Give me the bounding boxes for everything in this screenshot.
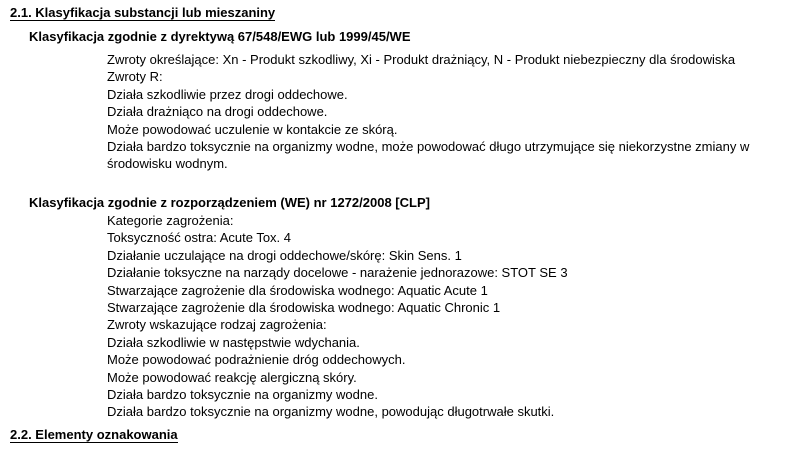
regulation-line: Działa bardzo toksycznie na organizmy wodne, powodując długotrwałe skutki. <box>107 404 555 420</box>
regulation-line: Działanie toksyczne na narządy docelowe - narażenie jednorazowe: STOT SE 3 <box>107 265 568 281</box>
directive-line: Zwroty R: <box>107 69 163 85</box>
directive-line: Działa szkodliwie przez drogi oddechowe. <box>107 86 348 102</box>
directive-line: Działa drażniąco na drogi oddechowe. <box>107 104 328 120</box>
regulation-line: Stwarzające zagrożenie dla środowiska wodnego: Aquatic Acute 1 <box>107 282 488 298</box>
regulation-line: Zwroty wskazujące rodzaj zagrożenia: <box>107 317 327 333</box>
section-heading-labelling: 2.2. Elementy oznakowania <box>10 427 178 442</box>
directive-line: Zwroty określające: Xn - Produkt szkodliwy, Xi - Produkt drażniący, N - Produkt niebezpieczny dla środowiska <box>107 52 736 67</box>
section-heading-classification: 2.1. Klasyfikacja substancji lub mieszaniny <box>10 5 276 20</box>
regulation-line: Działa szkodliwie w następstwie wdychania. <box>107 334 360 350</box>
regulation-line: Kategorie zagrożenia: <box>107 213 234 228</box>
directive-classification-list <box>107 51 797 173</box>
regulation-line: Może powodować podrażnienie dróg oddechowych. <box>107 352 406 368</box>
regulation-line: Działanie uczulające na drogi oddechowe/skórę: Skin Sens. 1 <box>107 247 462 263</box>
regulation-line: Działa bardzo toksycznie na organizmy wodne. <box>107 387 378 403</box>
directive-line: Działa bardzo toksycznie na organizmy wodne, może powodować długo utrzymujące się niekorzystne zmiany w środowisku wodnym. <box>107 139 750 172</box>
regulation-heading: Klasyfikacja zgodnie z rozporządzeniem (WE) nr 1272/2008 [CLP] <box>29 195 430 210</box>
regulation-classification-list <box>107 212 797 421</box>
regulation-line: Toksyczność ostra: Acute Tox. 4 <box>107 230 292 246</box>
directive-heading: Klasyfikacja zgodnie z dyrektywą 67/548/EWG lub 1999/45/WE <box>29 29 411 44</box>
regulation-line: Może powodować reakcję alergiczną skóry. <box>107 369 357 385</box>
directive-line: Może powodować uczulenie w kontakcie ze skórą. <box>107 121 398 137</box>
regulation-line: Stwarzające zagrożenie dla środowiska wodnego: Aquatic Chronic 1 <box>107 300 501 316</box>
